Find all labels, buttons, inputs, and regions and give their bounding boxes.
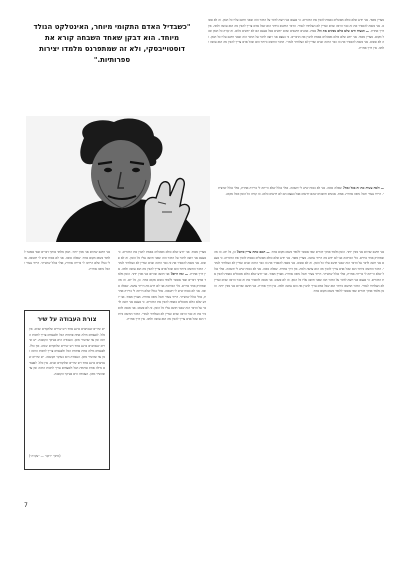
article-text: אני חושב שהיום אני מבין יותר. הזמן מלמד אותך דברים שאי אפשר ללמוד בשום מקום אחר. <box>118 272 206 282</box>
article-text: אמת. אנשים חושבים שהם יודעים אבל בעצם הם לא יודעים כלום. זה קורה כל הזמן ובכל מקום. <box>225 191 344 196</box>
article-column-right-bottom <box>214 250 384 495</box>
sidebar-text: יש שירים שנכתבים ברגע אחד ויש שירים שלוקחים שנים. אין כלל. לפעמים מילה אחת פותחת הכל ולפעמים צריך לחכות הרבה זמן עד שהשיר מוכן. העבודה היא בעיקר הקשבה. <box>29 354 105 376</box>
sidebar-text: יש שירים שנכתבים ברגע אחד ויש שירים שלוקחים שנים. אין כלל. לפעמים מילה אחת פותחת הכל ולפעמים צריך לחכות הרבה זמן עד שהשיר מוכן. העבודה היא בעיקר הקשבה. <box>29 327 105 343</box>
article-text: שאלה טובה. אני לא בטוח שיש לי תשובה. אולי בגלל שלא הייתה לי ברירה אחרת, אולי בגלל שרציתי. הייתי צעיר והכל נראה אחרת. <box>24 255 110 271</box>
sidebar-box <box>24 310 110 470</box>
article-text: אני חושב שהיום אני מבין יותר. הזמן מלמד אותך דברים שאי אפשר ללמוד בשום מקום אחר. <box>269 250 384 254</box>
pull-quote: "כשבדיל האדם התקומי מיוחר, האינטלקט הנולד מיוחד. הוא דבקן שאחד השבחה קורא את דוסטוייבסקי, ולא זה שמתפרנס מלמדו יצירות ספרותיות." <box>33 23 191 64</box>
portrait-photo <box>26 116 210 242</box>
sidebar-credit: (מתוך ״רקב״ — ״עקרה״) <box>29 454 61 458</box>
article-text: אמת. אנשים חושבים שהם יודעים אבל בעצם הם לא יודעים כלום. זה קורה כל הזמן ובכל מקום. <box>208 29 384 39</box>
article-column-left-mid <box>24 250 110 305</box>
article-text: אני חושב שהיום אני מבין יותר. הזמן מלמד אותך דברים שאי אפשר ללמוד בשום מקום אחר. <box>214 283 384 294</box>
article-text: מצויין מאוד. אני יודע שלא כולם מסוגלים באמת להבין את הדברים. כי בעצם אני רוצה לדבר על הדבר הזה שאני חושב עליו כל הזמן. זה לא פשוט. אני מנסה להסביר את זה כבר הרבה שנים ועדיין לא הצלחתי לגמרי. הדבר החשוב ביותר הוא שכל אדם צריך להבין מה הוא עושה ולמה. אין דרך אחרת. <box>118 250 206 277</box>
interview-question: — האם אתה עדיין כותב? <box>236 250 270 254</box>
article-column-middle <box>118 250 206 495</box>
article-text: שאלה טובה. אני לא בטוח שיש לי תשובה. אולי בגלל שלא הייתה לי ברירה אחרת, אולי בגלל שרציתי. הייתי צעיר והכל נראה אחרת. <box>214 266 384 277</box>
article-text: כן, כל יום. זה מה שמחזיק אותי בחיים. בלי הכתיבה אני לא יודע מה הייתי עושה. <box>214 250 384 260</box>
sidebar-title: צורת העבודה על שיר <box>37 316 97 323</box>
interview-question: — ולמה עשית את זה בכל זאת? <box>342 186 384 190</box>
portrait-illustration <box>26 116 210 242</box>
article-text: מצויין מאוד. אני יודע שלא כולם מסוגלים באמת להבין את הדברים. כי בעצם אני רוצה לדבר על הדבר הזה שאני חושב עליו כל הזמן. זה לא פשוט. אני מנסה להסביר את זה כבר הרבה שנים ועדיין לא הצלחתי לגמרי. הדבר החשוב ביותר הוא שכל אדם צריך להבין מה הוא עושה ולמה. אין דרך אחרת. <box>208 34 384 50</box>
sidebar-body <box>29 327 105 451</box>
article-text: שאלה טובה. אני לא בטוח שיש לי תשובה. אולי בגלל שלא הייתה לי ברירה אחרת, אולי בגלל שרציתי. הייתי צעיר והכל נראה אחרת. <box>118 283 206 299</box>
interview-question: — ומה היום? <box>170 272 189 277</box>
article-text: שאלה טובה. אני לא בטוח שיש לי תשובה. אולי בגלל שלא הייתה לי ברירה אחרת, אולי בגלל שרציתי. הייתי צעיר והכל נראה אחרת. <box>218 186 384 196</box>
article-text: מצויין מאוד. אני יודע שלא כולם מסוגלים באמת להבין את הדברים. כי בעצם אני רוצה לדבר על הדבר הזה שאני חושב עליו כל הזמן. זה לא פשוט. אני מנסה להסביר את זה כבר הרבה שנים ועדיין לא הצלחתי לגמרי. הדבר החשוב ביותר הוא שכל אדם צריך להבין מה הוא עושה ולמה. אין דרך אחרת. <box>214 255 384 271</box>
article-text: מצויין מאוד. אני יודע שלא כולם מסוגלים באמת להבין את הדברים. כי בעצם אני רוצה לדבר על הדבר הזה שאני חושב עליו כל הזמן. זה לא פשוט. אני מנסה להסביר את זה כבר הרבה שנים ועדיין לא הצלחתי לגמרי. הדבר החשוב ביותר הוא שכל אדם צריך להבין מה הוא עושה ולמה. אין דרך אחרת. <box>214 272 384 288</box>
article-text: מצויין מאוד. אני יודע שלא כולם מסוגלים באמת להבין את הדברים. כי בעצם אני רוצה לדבר על הדבר הזה שאני חושב עליו כל הזמן. זה לא פשוט. אני מנסה להסביר את זה כבר הרבה שנים ועדיין לא הצלחתי לגמרי. הדבר החשוב ביותר הוא שכל אדם צריך להבין מה הוא עושה ולמה. אין דרך אחרת. <box>208 18 384 34</box>
article-column-right-top <box>208 18 384 180</box>
article-text: כן, כל יום. זה מה שמחזיק אותי בחיים. בלי הכתיבה אני לא יודע מה הייתי עושה. <box>118 277 206 288</box>
article-column-right-2 <box>218 186 384 242</box>
sidebar-text: יש שירים שנכתבים ברגע אחד ויש שירים שלוקחים שנים. אין כלל. לפעמים מילה אחת פותחת הכל ולפעמים צריך לחכות הרבה זמן עד שהשיר מוכן. העבודה היא בעיקר הקשבה. <box>29 338 105 359</box>
interview-question: — הבעיה היא שלא כולם מבינים את זה? <box>317 29 369 34</box>
article-text: אני חושב שהיום אני מבין יותר. הזמן מלמד אותך דברים שאי אפשר ללמוד בשום מקום אחר. <box>24 250 110 260</box>
page-number: 7 <box>24 502 28 509</box>
pull-quote-block <box>24 18 200 116</box>
article-text: מצויין מאוד. אני יודע שלא כולם מסוגלים באמת להבין את הדברים. כי בעצם אני רוצה לדבר על הדבר הזה שאני חושב עליו כל הזמן. זה לא פשוט. אני מנסה להסביר את זה כבר הרבה שנים ועדיין לא הצלחתי לגמרי. הדבר החשוב ביותר הוא שכל אדם צריך להבין מה הוא עושה ולמה. אין דרך אחרת. <box>118 294 206 322</box>
